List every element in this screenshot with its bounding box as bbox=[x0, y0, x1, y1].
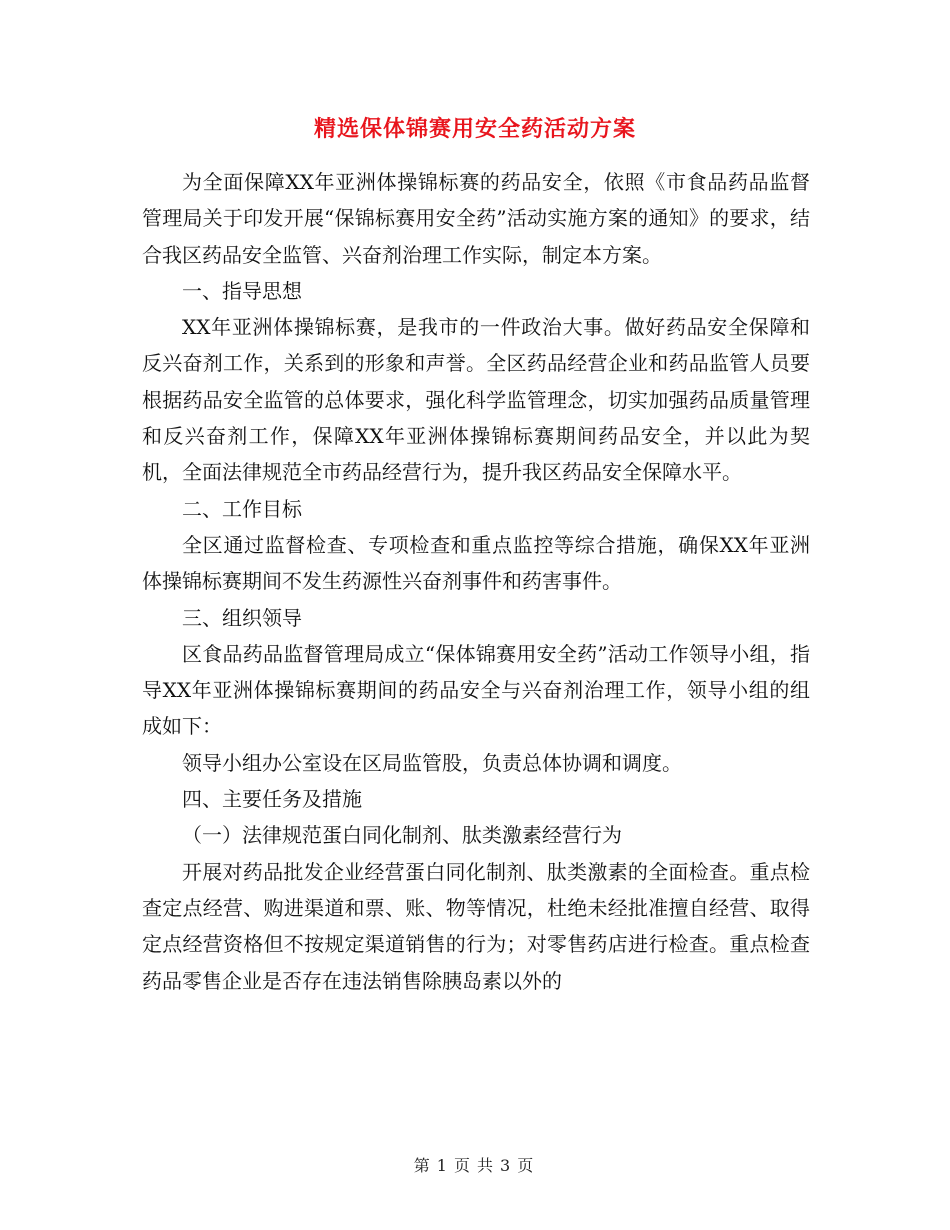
paragraph-task-1: 开展对药品批发企业经营蛋白同化制剂、肽类激素的全面检查。重点检查定点经营、购进渠道和票、账、物等情况，杜绝未经批准擅自经营、取得定点经营资格但不按规定渠道销售的行为；对零售药店进行检查。重点检查药品零售企业是否存在违法销售除胰岛素以外的 bbox=[142, 859, 810, 993]
page-label-mid1: 页 bbox=[453, 1156, 473, 1175]
heading-main-tasks: 四、主要任务及措施 bbox=[182, 787, 362, 812]
document-body bbox=[142, 164, 810, 999]
heading-organization: 三、组织领导 bbox=[182, 605, 302, 630]
paragraph-office: 领导小组办公室设在区局监管股，负责总体协调和调度。 bbox=[182, 750, 682, 775]
heading-work-goals: 二、工作目标 bbox=[182, 496, 302, 521]
paragraph-organization: 区食品药品监督管理局成立“保体锦赛用安全药”活动工作领导小组，指导XX年亚洲体操锦标赛期间的药品安全与兴奋剂治理工作，领导小组的组成如下： bbox=[142, 641, 810, 739]
page-label-prefix: 第 bbox=[413, 1156, 433, 1175]
paragraph-intro: 为全面保障XX年亚洲体操锦标赛的药品安全，依照《市食品药品监督管理局关于印发开展“保锦标赛用安全药”活动实施方案的通知》的要求，结合我区药品安全监管、兴奋剂治理工作实际，制定本方案。 bbox=[142, 170, 810, 267]
heading-guiding-ideology: 一、指导思想 bbox=[182, 278, 302, 303]
page-label-suffix: 页 bbox=[517, 1156, 537, 1175]
paragraph-guiding-ideology: XX年亚洲体操锦标赛，是我市的一件政治大事。做好药品安全保障和反兴奋剂工作，关系到的形象和声誉。全区药品经营企业和药品监管人员要根据药品安全监管的总体要求，强化科学监管理念，切实加强药品质量管理和反兴奋剂工作，保障XX年亚洲体操锦标赛期间药品安全，并以此为契机，全面法律规范全市药品经营行为，提升我区药品安全保障水平。 bbox=[142, 315, 810, 485]
page-number-current: 1 bbox=[436, 1156, 450, 1175]
page-footer bbox=[0, 1153, 950, 1176]
page-label-mid2: 共 bbox=[477, 1156, 497, 1175]
page-number-total: 3 bbox=[500, 1156, 514, 1175]
subheading-task-1: （一）法律规范蛋白同化制剂、肽类激素经营行为 bbox=[182, 823, 622, 848]
paragraph-work-goals: 全区通过监督检查、专项检查和重点监控等综合措施，确保XX年亚洲体操锦标赛期间不发生药源性兴奋剂事件和药害事件。 bbox=[142, 532, 810, 594]
document-title: 精选保体锦赛用安全药活动方案 bbox=[313, 116, 636, 142]
